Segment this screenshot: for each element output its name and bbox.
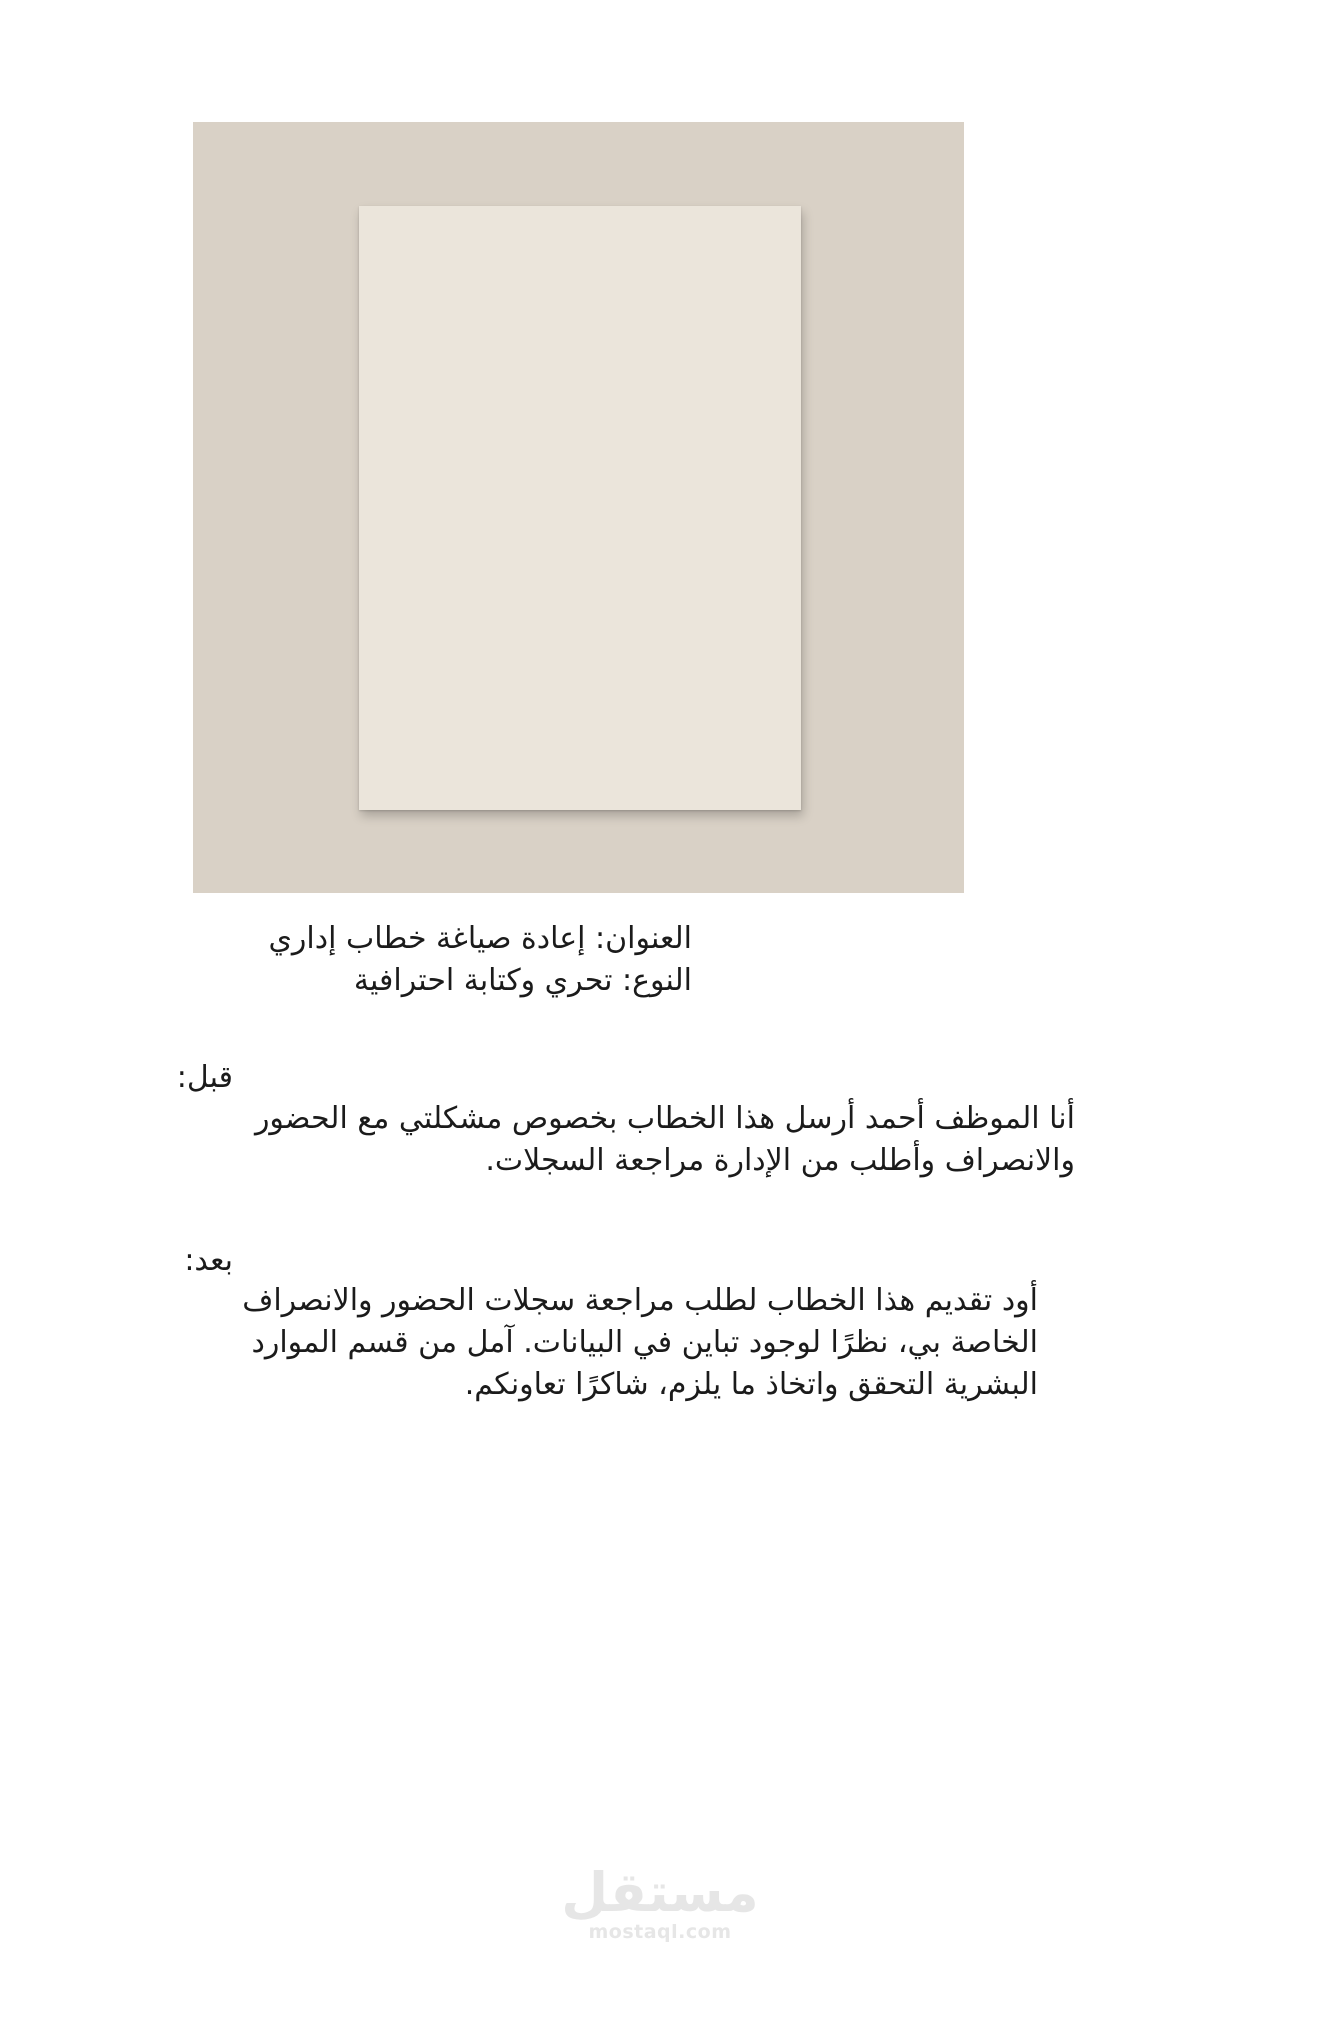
after-line: الخاصة بي، نظرًا لوجود تباين في البيانات. آمل من قسم الموارد xyxy=(251,1325,1038,1360)
type-line: النوع: تحري وكتابة احترافية xyxy=(353,963,692,998)
before-line: والانصراف وأطلب من الإدارة مراجعة السجلات. xyxy=(485,1143,1075,1178)
after-label-text: بعد: xyxy=(184,1243,233,1278)
after-paragraph xyxy=(178,1280,1038,1406)
title-line: العنوان: إعادة صياغة خطاب إداري xyxy=(268,921,692,956)
blank-paper-photo xyxy=(193,122,964,893)
after-line: البشرية التحقق واتخاذ ما يلزم، شاكرًا تعاونكم. xyxy=(464,1367,1038,1402)
mostaql-watermark xyxy=(555,1861,765,1943)
blank-paper-sheet xyxy=(359,206,801,810)
before-label-text: قبل: xyxy=(176,1060,233,1095)
before-line: أنا الموظف أحمد أرسل هذا الخطاب بخصوص مشكلتي مع الحضور xyxy=(254,1101,1075,1136)
watermark-logo: مستقل xyxy=(561,1861,759,1924)
watermark-url: mostaql.com xyxy=(588,1921,732,1943)
after-label xyxy=(173,1240,233,1282)
document-meta xyxy=(192,918,692,1002)
after-line: أود تقديم هذا الخطاب لطلب مراجعة سجلات الحضور والانصراف xyxy=(242,1283,1038,1318)
before-paragraph xyxy=(175,1098,1075,1182)
before-label xyxy=(173,1057,233,1099)
